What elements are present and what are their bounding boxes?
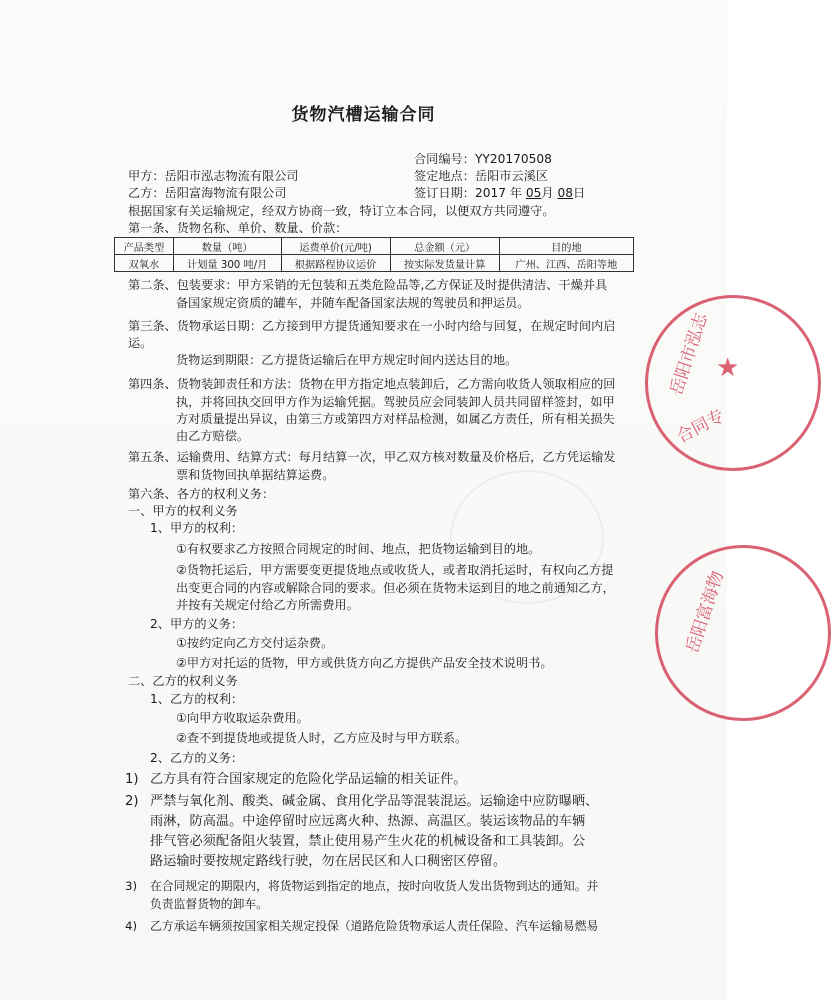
article-6: 第六条、各方的权利义务： xyxy=(128,487,275,501)
list-item: ②货物托运后，甲方需要变更提货地点或收货人，或者取消托运时，有权向乙方提 xyxy=(176,563,614,577)
list-item: ①向甲方收取运杂费用。 xyxy=(176,711,309,725)
duty-item: 4) 乙方承运车辆须按国家相关规定投保（道路危险货物承运人责任保险、汽车运输易燃易 xyxy=(125,919,599,933)
article-4-line: 执，并将回执交回甲方作为运输凭据。驾驶员应会同装卸人员共同留样签封，如甲 xyxy=(176,395,615,409)
article-4-line: 第四条、货物装卸责任和方法：货物在甲方指定地点装卸后，乙方需向收货人领取相应的回 xyxy=(128,377,616,391)
list-item: ②查不到提货地或提货人时，乙方应及时与甲方联系。 xyxy=(176,731,468,745)
party-a-duties-heading: 2、甲方的义务： xyxy=(150,617,244,631)
list-item: ②甲方对托运的货物，甲方或供货方向乙方提供产品安全技术说明书。 xyxy=(176,656,553,670)
list-item: 并按有关规定付给乙方所需费用。 xyxy=(176,598,359,612)
article-5-line: 票和货物回执单据结算运费。 xyxy=(176,468,335,482)
sign-place: 签定地点：岳阳市云溪区 xyxy=(414,169,549,183)
article-1: 第一条、货物名称、单价、数量、价款： xyxy=(128,221,348,235)
table-cell: 双氧水 xyxy=(115,255,174,272)
article-3-line: 第三条、货物承运日期：乙方接到甲方提货通知要求在一小时内给与回复，在规定时间内启 xyxy=(128,319,616,333)
party-a-rights-heading: 1、甲方的权利： xyxy=(150,521,244,535)
cargo-table xyxy=(114,237,634,272)
table-row xyxy=(115,255,634,272)
article-3-delivery: 货物运到期限：乙方提货运输后在甲方规定时间内送达目的地。 xyxy=(176,353,518,367)
article-4-line: 由乙方赔偿。 xyxy=(176,429,250,443)
table-cell: 计划量 300 吨/月 xyxy=(173,255,281,272)
article-4-line: 方对质量提出异议，由第三方或第四方对样品检测，如属乙方责任，所有相关损失 xyxy=(176,412,615,426)
party-a: 甲方：岳阳市泓志物流有限公司 xyxy=(128,169,299,183)
table-header: 运费单价(元/吨) xyxy=(281,238,390,255)
article-2-line: 备国家规定资质的罐车，并随车配备国家法规的驾驶员和押运员。 xyxy=(176,296,530,310)
table-header-row xyxy=(115,238,634,255)
article-2-line: 第二条、包装要求：甲方采销的无包装和五类危险品等,乙方保证及时提供清洁、干燥并具 xyxy=(128,278,608,292)
table-header: 产品类型 xyxy=(115,238,174,255)
duty-item: 3) 在合同规定的期限内，将货物运到指定的地点，按时向收货人发出货物到达的通知。并 负责监督货物的卸车。 xyxy=(125,879,599,911)
table-cell: 按实际发货量计算 xyxy=(390,255,499,272)
party-b-duties-heading: 2、乙方的义务： xyxy=(150,751,244,765)
section-party-a: 一、甲方的权利义务 xyxy=(128,504,238,518)
article-5-line: 第五条、运输费用、结算方式：每月结算一次，甲乙双方核对数量及价格后，乙方凭运输发 xyxy=(128,450,616,464)
preamble: 根据国家有关运输规定，经双方协商一致，特订立本合同，以便双方共同遵守。 xyxy=(128,204,555,218)
document-title: 货物汽槽运输合同 xyxy=(291,105,436,125)
company-seal-party-a: 岳阳市泓志 合同专 ★ xyxy=(645,295,821,471)
party-b: 乙方：岳阳富海物流有限公司 xyxy=(128,186,287,200)
party-b-rights-heading: 1、乙方的权利： xyxy=(150,692,244,706)
table-cell: 广州、江西、岳阳等地 xyxy=(499,255,633,272)
sign-date: 签订日期：2017 年 05月 08日 xyxy=(414,186,586,200)
list-item: ①按约定向乙方交付运杂费。 xyxy=(176,636,334,650)
duty-item: 2) 严禁与氧化剂、酸类、碱金属、食用化学品等混装混运。运输途中应防曝晒、 雨淋，防高温。中途停留时应远离火种、热源、高温区。装运该物品的车辆 排气管必须配备阻火装置，禁止使用易产生火花的机械设备和工具装卸。公 路运输时要按规定路线行驶，勿在居民区和人口稠密区停留。 xyxy=(125,794,599,869)
duty-item: 1) 乙方具有符合国家规定的危险化学品运输的相关证件。 xyxy=(125,772,467,787)
table-cell: 根据路程协议运价 xyxy=(281,255,390,272)
table-header: 目的地 xyxy=(499,238,633,255)
contract-number: 合同编号：YY20170508 xyxy=(414,152,552,166)
article-3-line: 运。 xyxy=(128,336,153,350)
table-header: 数量（吨） xyxy=(173,238,281,255)
list-item: 出变更合同的内容或解除合同的要求。但必须在货物未运到目的地之前通知乙方， xyxy=(176,581,615,595)
table-header: 总金额（元） xyxy=(390,238,499,255)
company-seal-party-b: 岳阳富海物 xyxy=(655,545,831,721)
section-party-b: 二、乙方的权利义务 xyxy=(128,674,238,688)
list-item: ①有权要求乙方按照合同规定的时间、地点，把货物运输到目的地。 xyxy=(176,542,541,556)
